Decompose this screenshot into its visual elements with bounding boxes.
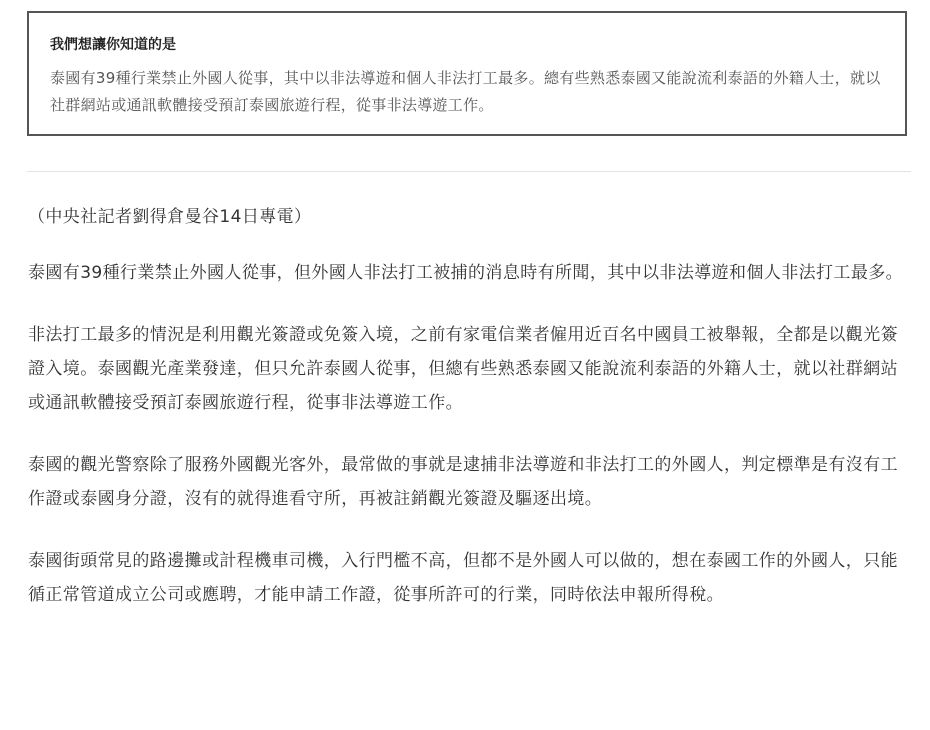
divider — [27, 171, 911, 172]
article-dateline: （中央社記者劉得倉曼谷14日專電） — [28, 207, 312, 227]
article-paragraph-2: 非法打工最多的情況是利用觀光簽證或免簽入境，之前有家電信業者僱用近百名中國員工被舉報，全都是以觀光簽證入境。泰國觀光產業發達，但只允許泰國人從事，但總有些熟悉泰國又能說流利泰語的外籍人士，就以社群網站或通訊軟體接受預訂泰國旅遊行程，從事非法導遊工作。 — [28, 325, 898, 413]
article-paragraph-3: 泰國的觀光警察除了服務外國觀光客外，最常做的事就是逮捕非法導遊和非法打工的外國人，判定標準是有沒有工作證或泰國身分證，沒有的就得進看守所，再被註銷觀光簽證及驅逐出境。 — [28, 455, 898, 509]
summary-heading: 我們想讓你知道的是 — [50, 37, 176, 53]
summary-body: 泰國有39種行業禁止外國人從事，其中以非法導遊和個人非法打工最多。總有些熟悉泰國又能說流利泰語的外籍人士，就以社群網站或通訊軟體接受預訂泰國旅遊行程，從事非法導遊工作。 — [50, 69, 881, 114]
article-body — [28, 200, 912, 640]
summary-box — [27, 11, 907, 136]
article-paragraph-1: 泰國有39種行業禁止外國人從事，但外國人非法打工被捕的消息時有所聞，其中以非法導遊和個人非法打工最多。 — [28, 263, 904, 283]
article-paragraph-4: 泰國街頭常見的路邊攤或計程機車司機，入行門檻不高，但都不是外國人可以做的，想在泰國工作的外國人，只能循正常管道成立公司或應聘，才能申請工作證，從事所許可的行業，同時依法申報所得稅。 — [28, 551, 898, 605]
